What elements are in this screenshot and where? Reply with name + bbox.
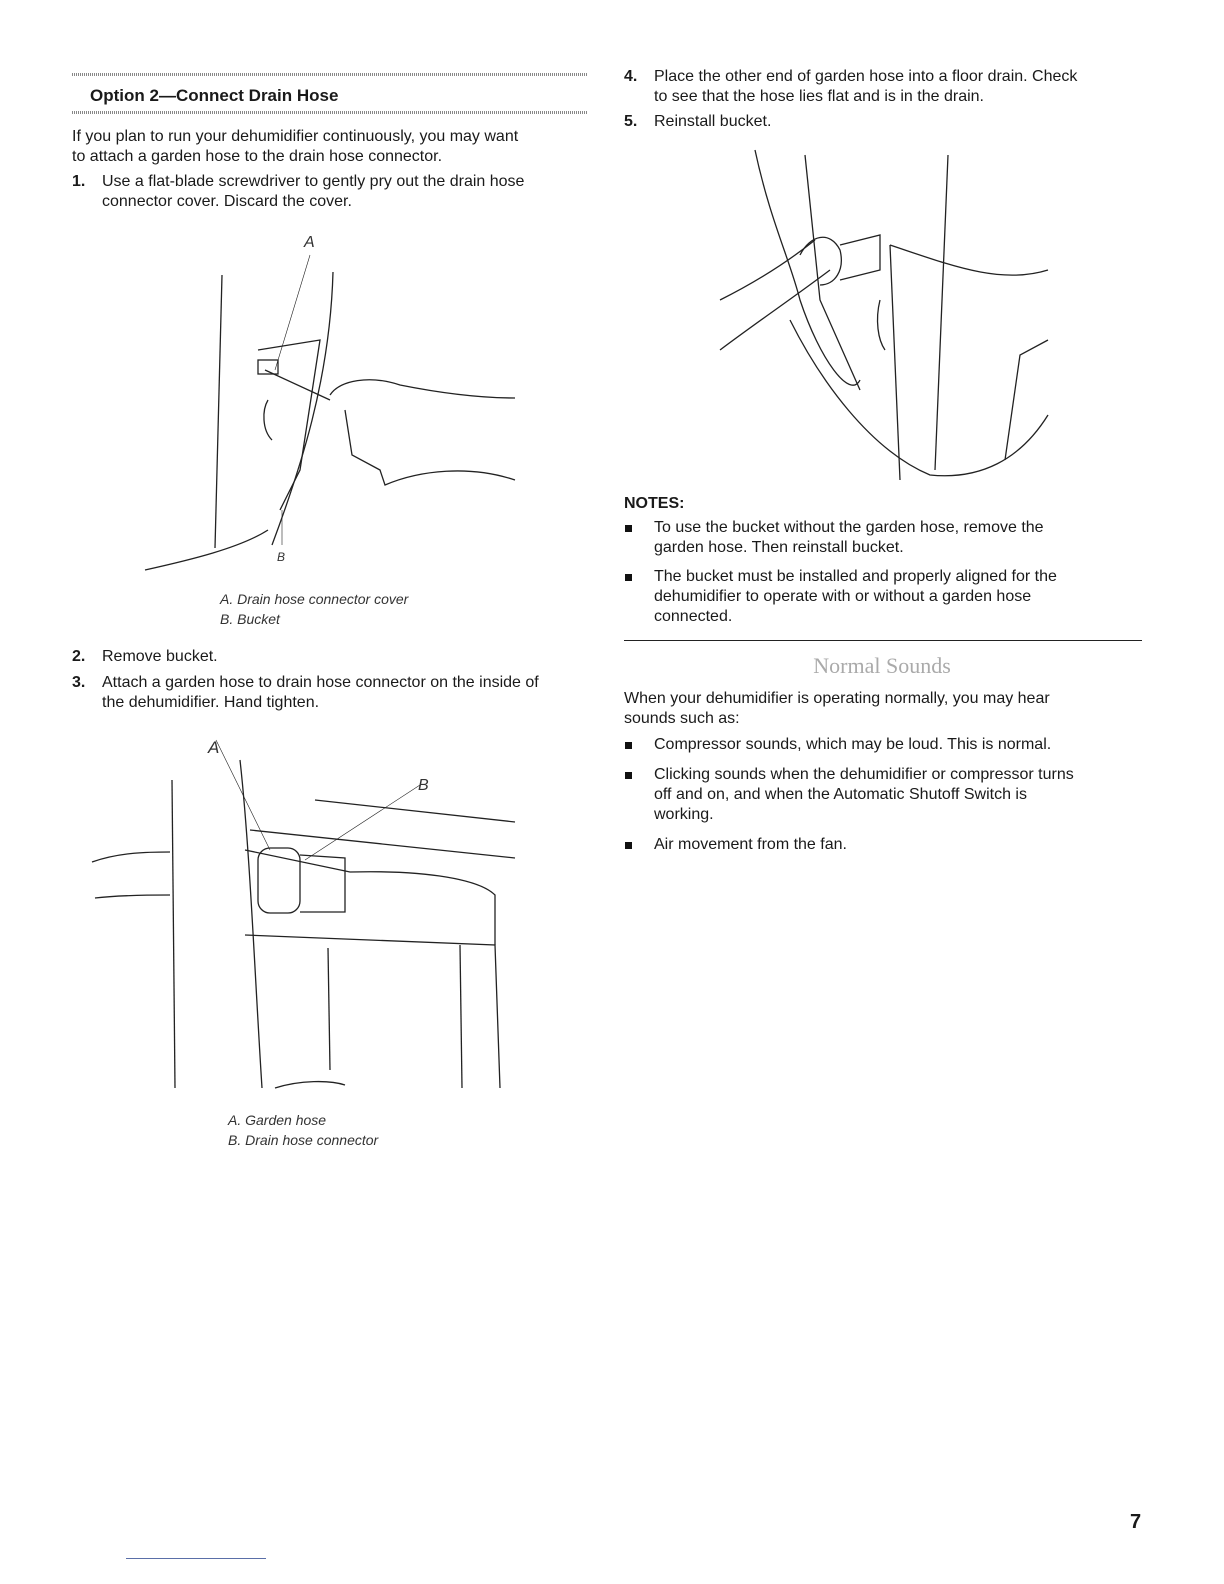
page-number: 7 [1130,1511,1142,1533]
step-text: Remove bucket. [102,648,218,665]
figure-caption: B. Drain hose connector [228,1132,379,1148]
figure-label-a: A [208,738,220,757]
bullet-icon [625,842,632,849]
divider [72,111,588,114]
step-text: Reinstall bucket. [654,113,772,130]
note-text: dehumidifier to operate with or without a garden hose [654,588,1032,605]
figure-caption: B. Bucket [220,611,280,627]
figure-label-a: A [304,234,315,251]
step-number: 3. [72,674,86,691]
bullet-icon [625,525,632,532]
sound-text: Air movement from the fan. [654,836,847,853]
intro-line: to attach a garden hose to the drain hose connector. [72,148,443,165]
bullet-icon [625,742,632,749]
sound-text: off and on, and when the Automatic Shutoff Switch is [654,786,1027,803]
step-number: 1. [72,173,86,190]
step-text: connector cover. Discard the cover. [102,193,352,210]
figure-reinstall-bucket-illustration [0,0,1,1]
sound-text: Clicking sounds when the dehumidifier or compressor turns [654,766,1074,783]
step-text: Place the other end of garden hose into a floor drain. Check [654,68,1078,85]
section-heading: Option 2—Connect Drain Hose [90,86,339,105]
intro-line: If you plan to run your dehumidifier continuously, you may want [72,128,519,145]
footer-rule [126,1558,266,1559]
step-text: to see that the hose lies flat and is in the drain. [654,88,984,105]
note-text: To use the bucket without the garden hose, remove the [654,519,1044,536]
step-number: 4. [624,68,638,85]
intro-line: sounds such as: [624,710,740,727]
bullet-icon [625,574,632,581]
notes-title: NOTES: [624,495,685,512]
note-text: garden hose. Then reinstall bucket. [654,539,904,556]
step-number: 5. [624,113,638,130]
section-heading: Normal Sounds [813,653,951,678]
bullet-icon [625,772,632,779]
figure-caption: A. Drain hose connector cover [220,591,409,607]
step-number: 2. [72,648,86,665]
sound-text: working. [654,806,714,823]
intro-line: When your dehumidifier is operating normally, you may hear [624,690,1050,707]
note-text: connected. [654,608,733,625]
step-text: Attach a garden hose to drain hose connector on the inside of [102,674,539,691]
figure-label-b: B [418,777,429,794]
step-text: Use a flat-blade screwdriver to gently pry out the drain hose [102,173,525,190]
divider [72,73,588,76]
section-rule [624,640,1142,641]
note-text: The bucket must be installed and properly aligned for the [654,568,1057,585]
sound-text: Compressor sounds, which may be loud. This is normal. [654,736,1052,753]
figure-label-b: B [277,550,286,564]
figure-caption: A. Garden hose [228,1112,327,1128]
step-text: the dehumidifier. Hand tighten. [102,694,320,711]
